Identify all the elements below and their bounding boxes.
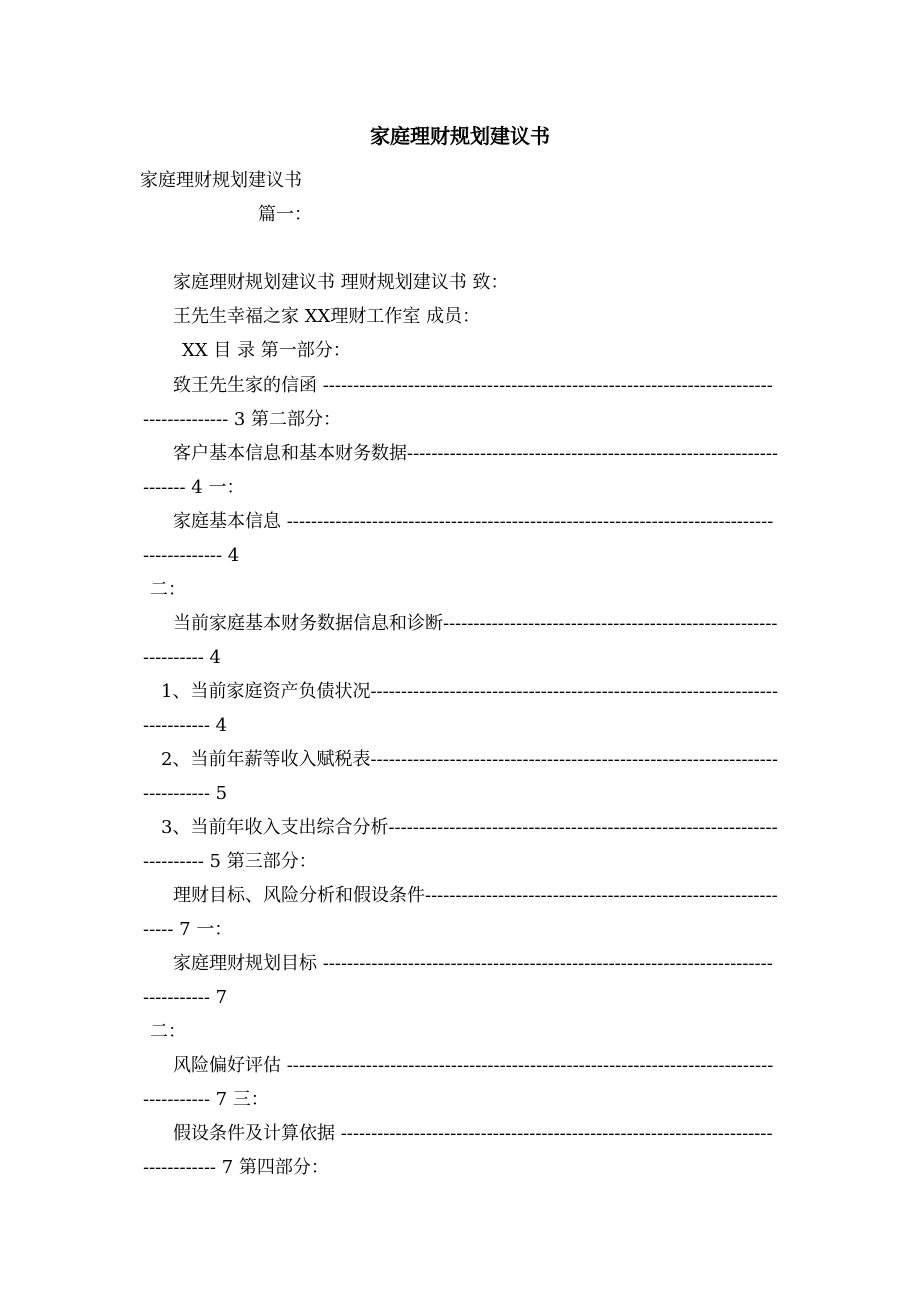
document-subtitle: 家庭理财规划建议书 — [140, 170, 302, 191]
toc-section-two-label: 二： — [150, 579, 186, 600]
toc-entry-assets-liabilities: 1、当前家庭资产负债状况------------------------------------------------------------------------------ 4 — [143, 681, 778, 736]
toc-entry-income-tax: 2、当前年薪等收入赋税表------------------------------------------------------------------------------ 5 — [143, 749, 778, 804]
toc-entry-goals-risk: 理财目标、风险分析和假设条件--------------------------------------------------------------- 7 一： — [143, 885, 778, 940]
toc-entry-letter: 致王先生家的信函 ---------------------------------------------------------------------------------------- 3 第二部分： — [143, 375, 773, 430]
toc-entry-financial-diagnosis: 当前家庭基本财务数据信息和诊断----------------------------------------------------------------- 4 — [143, 613, 778, 668]
intro-line-3: XX 目 录 第一部分： — [182, 340, 351, 361]
toc-entry-risk-preference: 风险偏好评估 ------------------------------------------------------------------------------------------- 7 三： — [143, 1055, 774, 1110]
part-label: 篇一： — [258, 204, 312, 225]
toc-section-two-label-2: 二： — [150, 1021, 186, 1042]
toc-entry-family-info: 家庭基本信息 --------------------------------------------------------------------------------------------- 4 — [143, 511, 774, 566]
toc-entry-basic-info: 客户基本信息和基本财务数据-------------------------------------------------------------------- 4 一： — [143, 443, 779, 498]
toc-entry-planning-goals: 家庭理财规划目标 ------------------------------------------------------------------------------------- 7 — [143, 953, 773, 1008]
intro-line-1: 家庭理财规划建议书 理财规划建议书 致： — [173, 272, 509, 293]
document-title: 家庭理财规划建议书 — [370, 124, 550, 148]
intro-line-2: 王先生幸福之家 XX理财工作室 成员： — [173, 306, 481, 327]
toc-entry-income-expense: 3、当前年收入支出综合分析-------------------------------------------------------------------------- 5 第三部分： — [143, 817, 778, 872]
toc-entry-assumptions: 假设条件及计算依据 ----------------------------------------------------------------------------------- 7 第四部分： — [143, 1123, 773, 1178]
